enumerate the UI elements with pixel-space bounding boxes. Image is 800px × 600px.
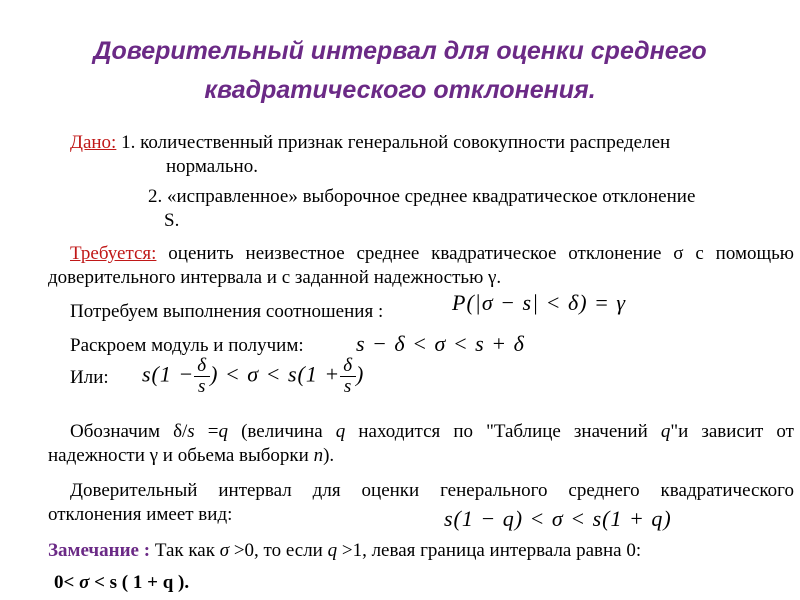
title-line-2: квадратического отклонения. [204, 76, 596, 104]
denote-q: q [218, 421, 229, 442]
final-inequality [54, 571, 800, 595]
required-text: оценить неизвестное среднее квадратическое отклонение σ с помощью доверительного интервала и с заданной надежностью γ. [48, 243, 794, 288]
expand-paragraph: Раскроем модуль и получим: [70, 335, 304, 356]
fraction-right-numerator: δ [340, 356, 356, 377]
ratio-formula-left: s(1 − [142, 361, 195, 387]
note-sigma: σ [219, 540, 230, 561]
denote-part-a: Обозначим δ/ [70, 421, 188, 442]
denote-paragraph [48, 420, 794, 468]
denote-part-b: = [194, 421, 219, 442]
given-label: Дано: [70, 132, 117, 153]
required-paragraph [48, 242, 794, 290]
given-2-cont: S. [164, 210, 180, 231]
interval-text: Доверительный интервал для оценки генерального среднего квадратического отклонения имеет вид: [48, 480, 794, 525]
interval-paragraph [48, 479, 794, 527]
denote-part-e: "и зависит от надежности γ и обьема выборки [48, 421, 794, 466]
require-paragraph: Потребуем выполнения соотношения : [70, 301, 384, 322]
final-part-b: < s ( 1 + q ). [89, 572, 190, 593]
note-part-b: >0, то если [229, 540, 328, 561]
fraction-right [340, 356, 356, 397]
required-label: Требуется: [70, 243, 157, 264]
title-line-1: Доверительный интервал для оценки среднего [93, 37, 707, 65]
final-sigma: σ [79, 572, 90, 593]
note-part-a: Так как [150, 540, 220, 561]
final-part-a: 0< [54, 572, 80, 593]
note-part-c: >1, левая граница интервала равна 0: [337, 540, 642, 561]
denote-n: n [313, 445, 324, 466]
ratio-formula [142, 356, 364, 397]
given-2-text: 2. «исправленное» выборочное среднее квадратическое отклонение [148, 186, 696, 207]
range-formula: s − δ < σ < s + δ [356, 331, 525, 356]
fraction-right-denominator: s [343, 376, 353, 397]
note-label: Замечание : [48, 540, 151, 561]
given-1-cont: нормально. [166, 156, 258, 177]
denote-part-c: (величина [228, 421, 336, 442]
fraction-left-denominator: s [197, 376, 207, 397]
interval-formula: s(1 − q) < σ < s(1 + q) [444, 506, 672, 531]
denote-part-f: ). [323, 445, 335, 466]
ratio-formula-mid: ) < σ < s(1 + [210, 361, 341, 387]
note-paragraph [48, 539, 794, 563]
denote-s: s [187, 421, 195, 442]
note-q: q [327, 540, 338, 561]
fraction-left-numerator: δ [194, 356, 210, 377]
denote-q2: q [335, 421, 346, 442]
given-1-text: 1. количественный признак генеральной совокупности распределен [116, 132, 671, 153]
ratio-formula-right: ) [356, 361, 365, 387]
slide-title [40, 32, 760, 110]
or-paragraph: Или: [70, 367, 109, 388]
denote-q3: q [660, 421, 671, 442]
denote-part-d: находится по "Таблице значений [345, 421, 661, 442]
fraction-left [194, 356, 210, 397]
given-item-1 [48, 131, 794, 179]
given-item-2 [148, 185, 794, 233]
probability-formula: P(|σ − s| < δ) = γ [452, 290, 627, 315]
